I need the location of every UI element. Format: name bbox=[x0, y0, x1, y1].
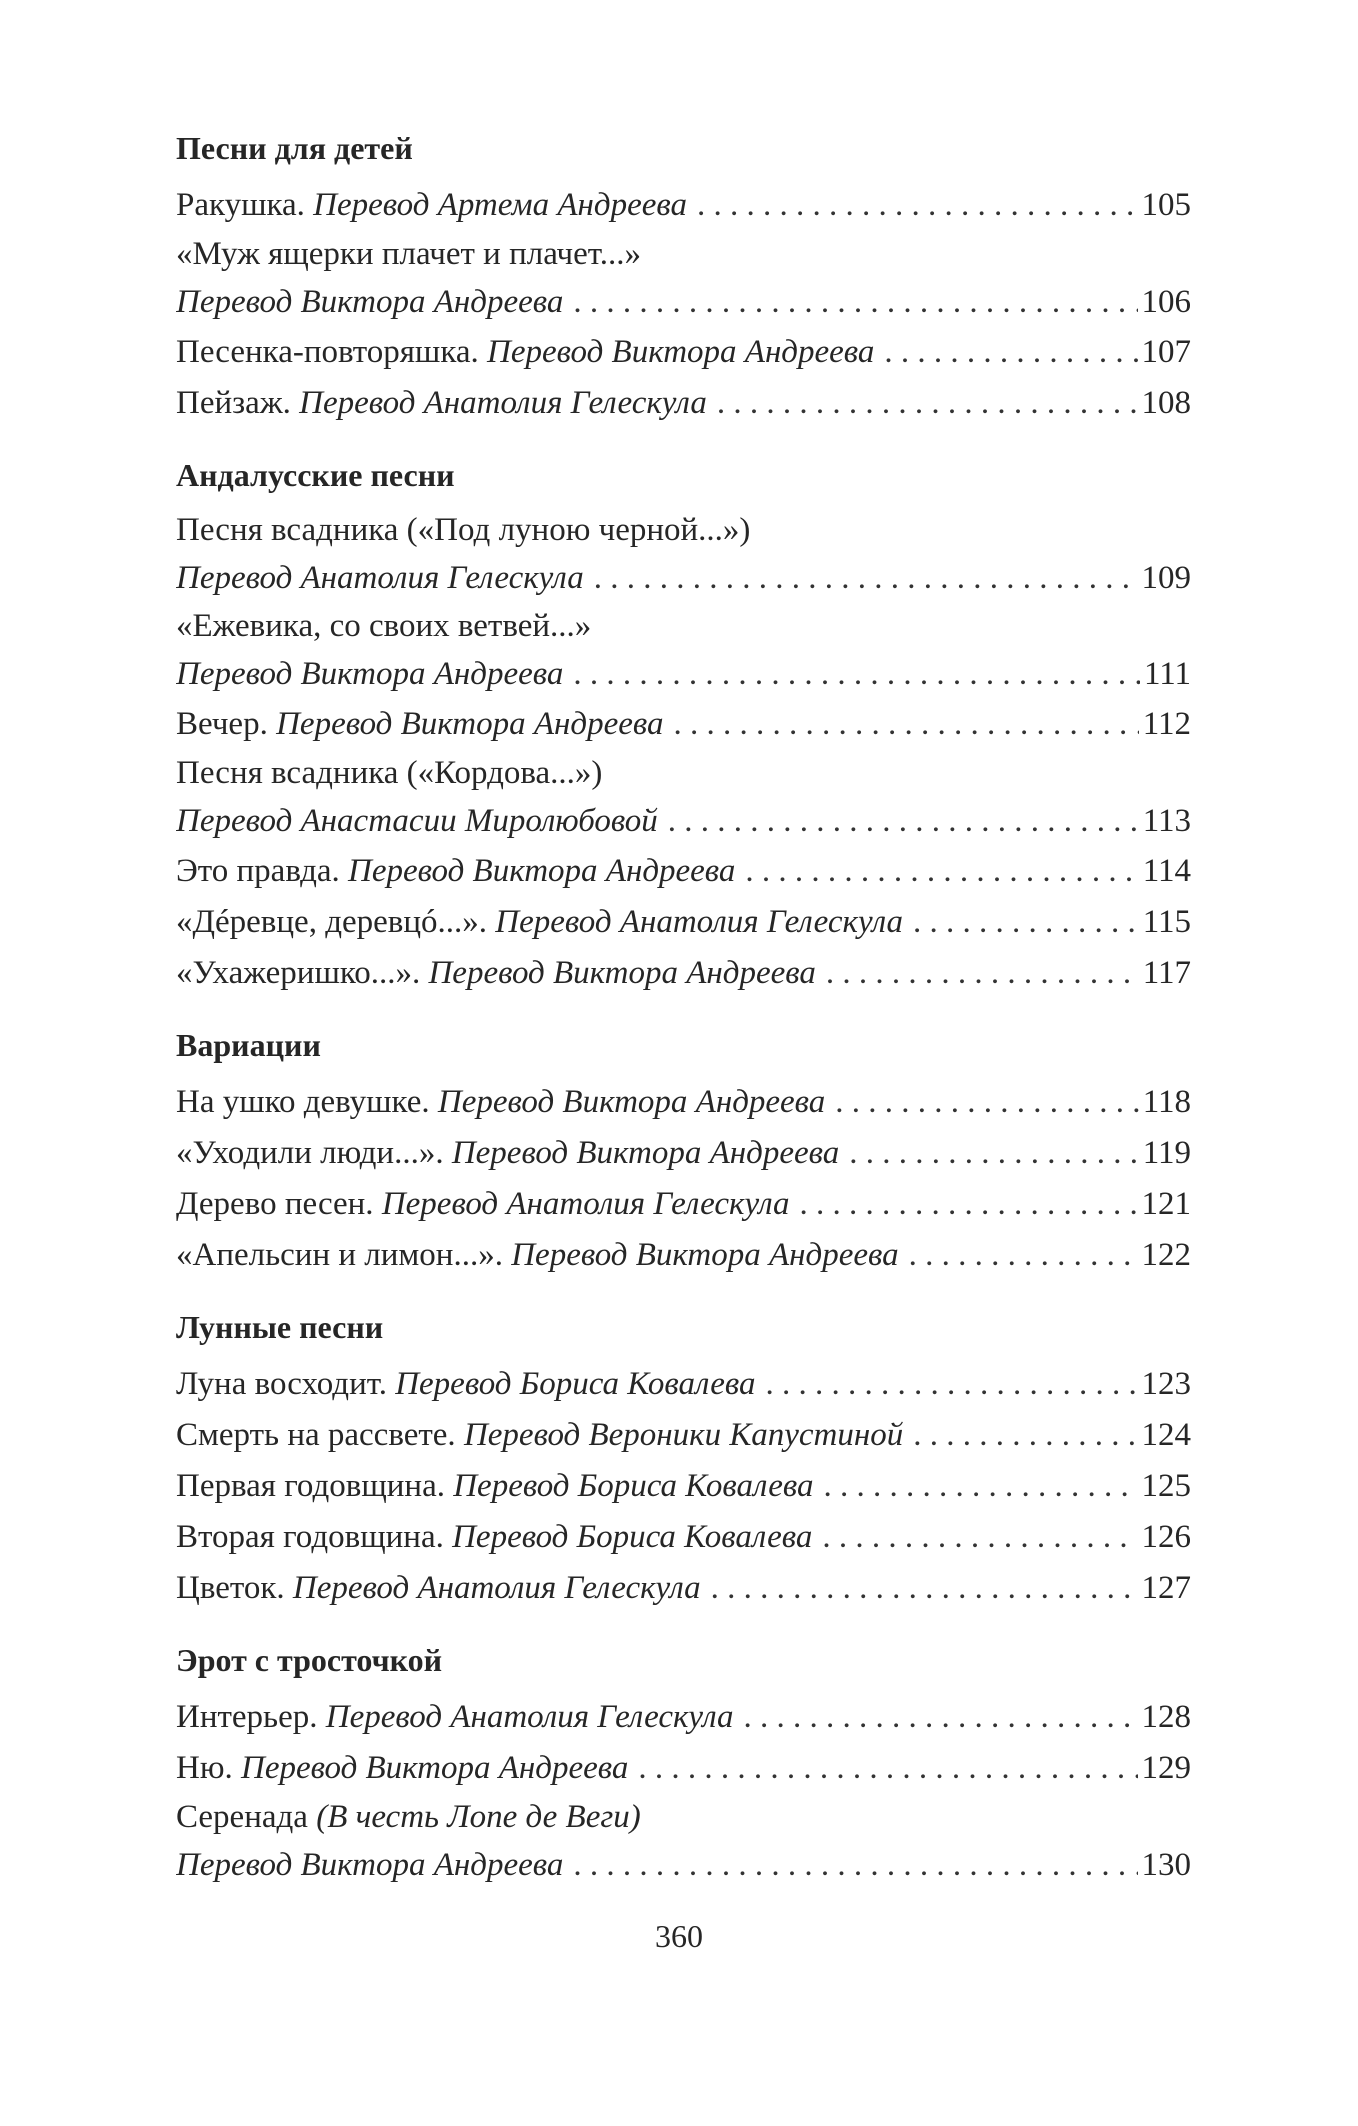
entry-page-number: 122 bbox=[1141, 1237, 1191, 1273]
entry-page-number: 113 bbox=[1142, 803, 1191, 839]
dot-leader bbox=[711, 1563, 1138, 1614]
entry-page-number: 105 bbox=[1141, 187, 1191, 223]
entry-title: Серенада bbox=[176, 1799, 308, 1835]
entry-page-number: 111 bbox=[1143, 656, 1191, 692]
dot-leader bbox=[668, 797, 1139, 846]
toc-entry bbox=[176, 1410, 1191, 1461]
dot-leader bbox=[909, 1230, 1138, 1281]
entry-title: Песенка-повторяшка. bbox=[176, 334, 479, 370]
section-title: Лунные песни bbox=[176, 1309, 384, 1345]
dot-leader bbox=[823, 1461, 1137, 1512]
entry-page-number: 112 bbox=[1142, 706, 1191, 742]
entry-title: «Дéревце, деревцó...». bbox=[176, 904, 488, 940]
toc-entry bbox=[176, 897, 1191, 948]
toc-entry bbox=[176, 378, 1191, 429]
entry-page-number: 123 bbox=[1141, 1366, 1191, 1402]
toc-entry bbox=[176, 1512, 1191, 1563]
entry-title: Ракушка. bbox=[176, 187, 305, 223]
entry-translator: Перевод Виктора Андреева bbox=[276, 706, 664, 742]
entry-page-number: 109 bbox=[1141, 560, 1191, 596]
entry-translator: Перевод Анатолия Гелескула bbox=[495, 904, 903, 940]
entry-translator: Перевод Анатолия Гелескула bbox=[381, 1186, 790, 1222]
toc-section bbox=[176, 122, 1191, 429]
entry-title: Цветок. bbox=[176, 1570, 285, 1606]
dot-leader bbox=[822, 1512, 1137, 1563]
toc-entry bbox=[176, 1692, 1191, 1743]
toc-entry bbox=[176, 699, 1191, 750]
toc-entry bbox=[176, 180, 1191, 231]
entry-title: Первая годовщина. bbox=[176, 1468, 445, 1504]
entry-page-number: 118 bbox=[1142, 1084, 1191, 1120]
dot-leader bbox=[745, 846, 1138, 897]
section-title: Андалусские песни bbox=[176, 457, 455, 493]
toc-entry bbox=[176, 507, 1191, 603]
entry-title: Луна восходит. bbox=[176, 1366, 387, 1402]
entry-page-number: 115 bbox=[1142, 904, 1191, 940]
toc-entry bbox=[176, 603, 1191, 699]
dot-leader bbox=[884, 327, 1137, 378]
entry-page-number: 128 bbox=[1141, 1699, 1191, 1735]
entry-title: Дерево песен. bbox=[176, 1186, 374, 1222]
entry-subtitle: (В честь Лопе де Веги) bbox=[316, 1799, 641, 1835]
toc-entry bbox=[176, 1230, 1191, 1281]
entry-page-number: 114 bbox=[1142, 853, 1191, 889]
entry-title: «Апельсин и лимон...». bbox=[176, 1237, 503, 1273]
entry-translator: Перевод Анатолия Гелескула bbox=[325, 1699, 734, 1735]
entry-translator: Перевод Анатолия Гелескула bbox=[299, 385, 707, 421]
dot-leader bbox=[826, 948, 1139, 999]
entry-translator: Перевод Анатолия Гелескула bbox=[292, 1570, 701, 1606]
dot-leader bbox=[913, 897, 1139, 948]
entry-title: На ушко девушке. bbox=[176, 1084, 430, 1120]
dot-leader bbox=[849, 1128, 1139, 1179]
entry-title: Вечер. bbox=[176, 706, 268, 742]
entry-page-number: 129 bbox=[1141, 1750, 1191, 1786]
entry-translator: Перевод Бориса Ковалева bbox=[453, 1468, 814, 1504]
dot-leader bbox=[573, 278, 1137, 327]
toc-entry bbox=[176, 1563, 1191, 1614]
entry-translator: Перевод Виктора Андреева bbox=[176, 1847, 564, 1883]
entry-page-number: 127 bbox=[1141, 1570, 1191, 1606]
dot-leader bbox=[717, 378, 1138, 429]
toc-section bbox=[176, 1634, 1191, 1890]
toc-entry bbox=[176, 846, 1191, 897]
toc-entry bbox=[176, 327, 1191, 378]
entry-translator: Перевод Виктора Андреева bbox=[348, 853, 736, 889]
entry-translator: Перевод Виктора Андреева bbox=[176, 656, 564, 692]
toc-entry bbox=[176, 1179, 1191, 1230]
dot-leader bbox=[913, 1410, 1137, 1461]
entry-page-number: 108 bbox=[1141, 385, 1191, 421]
entry-translator: Перевод Виктора Андреева bbox=[437, 1084, 826, 1120]
entry-translator: Перевод Анатолия Гелескула bbox=[176, 560, 584, 596]
toc-section bbox=[176, 1301, 1191, 1614]
entry-page-number: 126 bbox=[1141, 1519, 1191, 1555]
dot-leader bbox=[638, 1743, 1137, 1794]
entry-title: «Уходили люди...». bbox=[176, 1135, 444, 1171]
entry-page-number: 106 bbox=[1141, 284, 1191, 320]
entry-title: «Муж ящерки плачет и плачет...» bbox=[176, 236, 641, 272]
toc-section bbox=[176, 449, 1191, 999]
dot-leader bbox=[673, 699, 1138, 750]
entry-translator: Перевод Анастасии Миролюбовой bbox=[176, 803, 658, 839]
entry-title: «Ухажеришко...». bbox=[176, 955, 421, 991]
entry-translator: Перевод Виктора Андреева bbox=[451, 1135, 840, 1171]
toc-section bbox=[176, 1019, 1191, 1281]
entry-title: Ню. bbox=[176, 1750, 233, 1786]
toc-entry bbox=[176, 1794, 1191, 1890]
entry-page-number: 107 bbox=[1141, 334, 1191, 370]
table-of-contents bbox=[176, 122, 1191, 1890]
entry-page-number: 130 bbox=[1141, 1847, 1191, 1883]
toc-entry bbox=[176, 231, 1191, 327]
entry-translator: Перевод Виктора Андреева bbox=[487, 334, 875, 370]
entry-title: Пейзаж. bbox=[176, 385, 291, 421]
entry-page-number: 125 bbox=[1141, 1468, 1191, 1504]
entry-page-number: 119 bbox=[1142, 1135, 1191, 1171]
dot-leader bbox=[835, 1077, 1138, 1128]
entry-title: Смерть на рассвете. bbox=[176, 1417, 456, 1453]
toc-entry bbox=[176, 948, 1191, 999]
dot-leader bbox=[594, 554, 1138, 603]
entry-title: Это правда. bbox=[176, 853, 340, 889]
page-number: 360 bbox=[655, 1918, 703, 1954]
entry-page-number: 124 bbox=[1141, 1417, 1191, 1453]
toc-entry bbox=[176, 1077, 1191, 1128]
entry-title: Песня всадника («Под луною черной...») bbox=[176, 512, 751, 548]
toc-entry bbox=[176, 1743, 1191, 1794]
section-title: Песни для детей bbox=[176, 130, 413, 166]
entry-translator: Перевод Виктора Андреева bbox=[241, 1750, 629, 1786]
section-title: Вариации bbox=[176, 1027, 321, 1063]
dot-leader bbox=[573, 650, 1140, 699]
entry-title: Песня всадника («Кордова...») bbox=[176, 755, 603, 791]
toc-entry bbox=[176, 1128, 1191, 1179]
dot-leader bbox=[800, 1179, 1138, 1230]
dot-leader bbox=[573, 1841, 1137, 1890]
entry-translator: Перевод Виктора Андреева bbox=[511, 1237, 899, 1273]
entry-translator: Перевод Бориса Ковалева bbox=[452, 1519, 813, 1555]
dot-leader bbox=[743, 1692, 1137, 1743]
entry-translator: Перевод Бориса Ковалева bbox=[395, 1366, 756, 1402]
entry-translator: Перевод Артема Андреева bbox=[313, 187, 687, 223]
dot-leader bbox=[765, 1359, 1137, 1410]
toc-entry bbox=[176, 750, 1191, 846]
entry-title: Вторая годовщина. bbox=[176, 1519, 444, 1555]
entry-translator: Перевод Вероники Капустиной bbox=[463, 1417, 904, 1453]
entry-translator: Перевод Виктора Андреева bbox=[176, 284, 564, 320]
entry-title: «Ежевика, со своих ветвей...» bbox=[176, 608, 592, 644]
entry-translator: Перевод Виктора Андреева bbox=[428, 955, 816, 991]
entry-page-number: 121 bbox=[1141, 1186, 1191, 1222]
dot-leader bbox=[697, 180, 1138, 231]
entry-title: Интерьер. bbox=[176, 1699, 318, 1735]
section-title: Эрот с тросточкой bbox=[176, 1642, 443, 1678]
entry-page-number: 117 bbox=[1142, 955, 1191, 991]
toc-entry bbox=[176, 1359, 1191, 1410]
toc-entry bbox=[176, 1461, 1191, 1512]
